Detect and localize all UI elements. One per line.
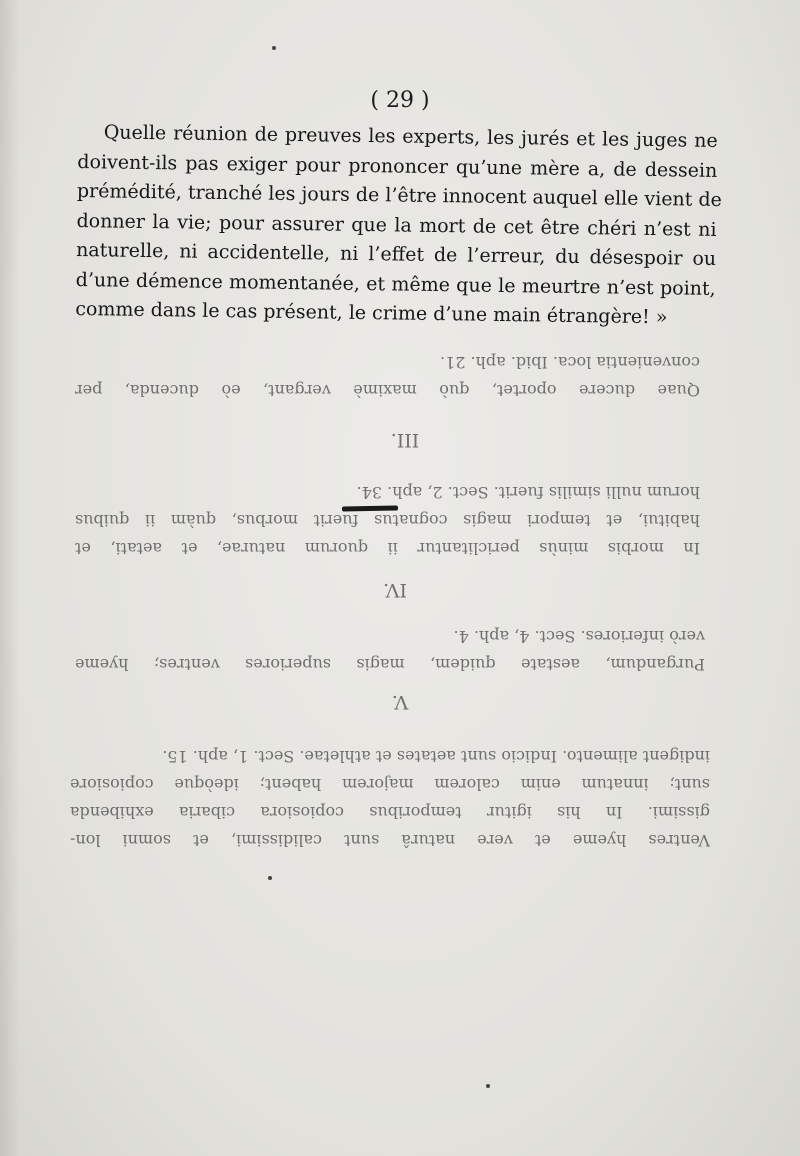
inverted-paragraph [75,622,705,678]
ink-speck [268,876,272,880]
inverted-paragraph [70,742,710,854]
inverted-line: Purgandum, aestate quidem, magis superiores ventres; hyeme [75,655,705,674]
inverted-line: sunt; innatum enim calorem majorem habent; ideòque copiosiore [70,775,710,794]
inverted-paragraph [75,478,700,562]
ink-rule-mark [342,506,398,512]
ink-speck [486,1084,490,1088]
inverted-line: habitui, et tempori magis cognatus fuerit morbus, quàm ii quibus [75,511,700,530]
quote-line: naturelle, ni accidentelle, ni l’effet de l’erreur, du désespoir ou [76,238,717,270]
quote-line: prémédité, tranché les jours de l’être innocent auquel elle vient de [76,179,722,211]
inverted-paragraph [75,348,700,404]
inverted-line: gissimi. In his igitur temporibus copiosiora cibaria exhibenda [70,803,710,822]
inverted-line: convenientia loca. Ibid. aph. 21. [440,353,700,372]
quote-line: donner la vie; pour assurer que la mort de cet être chéri n’est ni [76,209,717,241]
section-numeral: IV. [383,579,407,601]
inverted-line: Quae ducere oportet, quò maximè vergant, eò ducenda, per [75,381,700,400]
quote-line: d’une démence momentanée, et même que le meurtre n’est point, [75,268,716,300]
inverted-line: horum nulli similis fuerit. Sect. 2, aph. 34. [356,483,700,502]
inverted-line: In morbis minùs periclitantur ii quorum naturae, et aetati, et [75,539,700,558]
quote-line: doivent-ils pas exiger pour prononcer qu’une mère a, de dessein [77,150,718,182]
section-numeral: III. [390,429,420,451]
quote-line: comme dans le cas présent, le crime d’une main étrangère! » [75,297,668,329]
inverted-line: Ventres hyeme et vere naturâ sunt calidissimi, et somni lon- [70,831,710,850]
inverted-line: indigent alimento. Indicio sunt aetates et athletae. Sect. 1, aph. 15. [162,747,710,766]
section-numeral: V. [391,691,409,713]
inverted-line: verò inferiores. Sect. 4, aph. 4. [453,627,705,646]
page-number: ( 29 ) [370,88,430,113]
quote-line: Quelle réunion de preuves les experts, les jurés et les juges ne [103,121,718,152]
ink-speck [272,46,276,50]
